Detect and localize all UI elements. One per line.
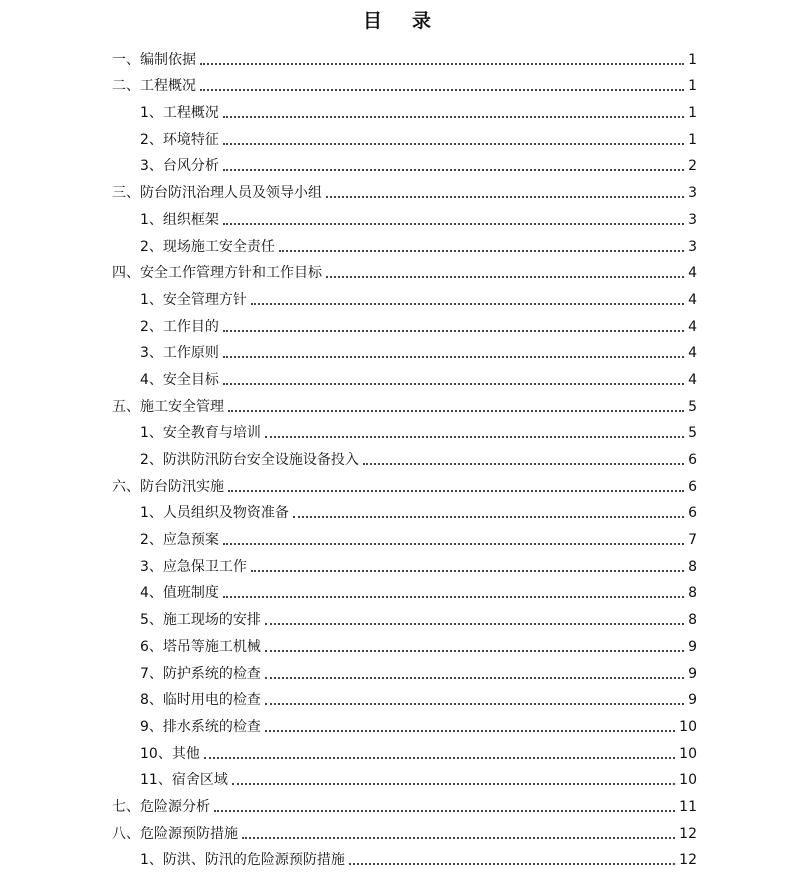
toc-entry-label: 四、安全工作管理方针和工作目标: [112, 265, 322, 282]
toc-entry[interactable]: [0, 336, 794, 363]
toc-title-char-2: 录: [412, 10, 432, 32]
toc-entry-label: 1、人员组织及物资准备: [140, 505, 289, 522]
toc-dot-leader: [223, 383, 684, 385]
toc-entry-page-number: 4: [688, 318, 697, 335]
toc-dot-leader: [223, 596, 684, 598]
toc-entry-page-number: 4: [688, 265, 697, 282]
toc-entry-label: 二、工程概况: [112, 78, 196, 95]
toc-entry-page-number: 6: [688, 478, 697, 495]
toc-entry-page-number: 8: [688, 558, 697, 575]
toc-dot-leader: [223, 330, 684, 332]
toc-entry-label: 6、塔吊等施工机械: [140, 638, 261, 655]
toc-entry[interactable]: [0, 256, 794, 283]
toc-dot-leader: [326, 196, 684, 198]
toc-entry[interactable]: [0, 42, 794, 69]
toc-entry[interactable]: [0, 709, 794, 736]
toc-dot-leader: [279, 250, 684, 252]
toc-entry-page-number: 1: [688, 51, 697, 68]
toc-entry-page-number: 12: [679, 825, 697, 842]
toc-entry[interactable]: [0, 763, 794, 790]
toc-dot-leader: [200, 89, 684, 91]
toc-entry[interactable]: [0, 95, 794, 122]
toc-entry-label: 7、防护系统的检查: [140, 665, 261, 682]
toc-dot-leader: [265, 703, 684, 705]
toc-entry-label: 1、防洪、防汛的危险源预防措施: [140, 852, 345, 869]
toc-entry-label: 10、其他: [140, 745, 200, 762]
toc-entry[interactable]: [0, 229, 794, 256]
toc-entry-page-number: 5: [688, 425, 697, 442]
toc-dot-leader: [223, 543, 684, 545]
toc-entry[interactable]: [0, 816, 794, 843]
toc-entry-label: 一、编制依据: [112, 51, 196, 68]
toc-entry[interactable]: [0, 789, 794, 816]
toc-entry[interactable]: [0, 656, 794, 683]
toc-dot-leader: [251, 570, 684, 572]
toc-entry-page-number: 11: [679, 798, 697, 815]
toc-dot-leader: [232, 783, 675, 785]
toc-entry-label: 七、危险源分析: [112, 798, 210, 815]
toc-entry-label: 1、工程概况: [140, 105, 219, 122]
toc-dot-leader: [223, 223, 684, 225]
toc-entry-page-number: 9: [688, 692, 697, 709]
toc-entry-label: 2、现场施工安全责任: [140, 238, 275, 255]
toc-dot-leader: [223, 169, 684, 171]
toc-entry-page-number: 3: [688, 211, 697, 228]
toc-entry-label: 3、应急保卫工作: [140, 558, 247, 575]
toc-dot-leader: [251, 303, 684, 305]
toc-entry[interactable]: [0, 469, 794, 496]
toc-dot-leader: [265, 650, 684, 652]
toc-entry[interactable]: [0, 496, 794, 523]
toc-entry[interactable]: [0, 522, 794, 549]
toc-entry[interactable]: [0, 122, 794, 149]
toc-entry-page-number: 8: [688, 585, 697, 602]
toc-dot-leader: [200, 63, 684, 65]
toc-entry[interactable]: [0, 576, 794, 603]
toc-entry-page-number: 10: [679, 772, 697, 789]
toc-dot-leader: [214, 810, 675, 812]
toc-dot-leader: [265, 677, 684, 679]
toc-entry[interactable]: [0, 149, 794, 176]
toc-entry-label: 2、应急预案: [140, 532, 219, 549]
toc-entry-page-number: 1: [688, 131, 697, 148]
toc-entry-label: 5、施工现场的安排: [140, 612, 261, 629]
toc-entry-label: 9、排水系统的检查: [140, 718, 261, 735]
toc-entry-label: 2、环境特征: [140, 131, 219, 148]
toc-dot-leader: [349, 863, 675, 865]
toc-entry[interactable]: [0, 629, 794, 656]
toc-entry-page-number: 4: [688, 345, 697, 362]
toc-entry-label: 六、防台防汛实施: [112, 478, 224, 495]
toc-dot-leader: [326, 276, 684, 278]
toc-entry-page-number: 10: [679, 745, 697, 762]
toc-entry[interactable]: [0, 843, 794, 870]
toc-entry-label: 2、工作目的: [140, 318, 219, 335]
toc-dot-leader: [223, 116, 684, 118]
toc-entry-page-number: 6: [688, 452, 697, 468]
toc-entry-page-number: 5: [688, 398, 697, 415]
toc-entry-page-number: 9: [688, 665, 697, 682]
toc-entry[interactable]: [0, 602, 794, 629]
toc-entry-page-number: 6: [688, 505, 697, 522]
toc-title: [0, 6, 794, 33]
toc-dot-leader: [204, 757, 675, 759]
toc-entry-label: 4、值班制度: [140, 585, 219, 602]
toc-entry[interactable]: [0, 416, 794, 443]
toc-dot-leader: [265, 623, 684, 625]
toc-dot-leader: [223, 143, 684, 145]
toc-entry[interactable]: [0, 442, 794, 469]
toc-entry-label: 4、安全目标: [140, 371, 219, 388]
toc-dot-leader: [242, 837, 675, 839]
toc-entry-page-number: 4: [688, 291, 697, 308]
toc-dot-leader: [293, 516, 684, 518]
toc-entry-label: 1、安全管理方针: [140, 291, 247, 308]
toc-entry-label: 三、防台防汛治理人员及领导小组: [112, 185, 322, 202]
toc-title-char-1: 目: [362, 10, 382, 32]
toc-entry-page-number: 1: [688, 78, 697, 95]
toc-entry-label: 2、防洪防汛防台安全设施设备投入: [140, 452, 359, 468]
toc-entry[interactable]: [0, 309, 794, 336]
toc-entry[interactable]: [0, 683, 794, 710]
toc-entry-page-number: 2: [688, 158, 697, 175]
toc-entry-page-number: 12: [679, 852, 697, 869]
toc-entry-page-number: 3: [688, 238, 697, 255]
toc-dot-leader: [363, 463, 684, 465]
toc-entry-label: 3、工作原则: [140, 345, 219, 362]
toc-entry[interactable]: [0, 202, 794, 229]
toc-entry[interactable]: [0, 282, 794, 309]
toc-entry-label: 五、施工安全管理: [112, 398, 224, 415]
toc-entry[interactable]: [0, 175, 794, 202]
toc-dot-leader: [228, 490, 684, 492]
toc-entry-page-number: 3: [688, 185, 697, 202]
toc-dot-leader: [265, 730, 675, 732]
toc-entry[interactable]: [0, 389, 794, 416]
toc-entry[interactable]: [0, 362, 794, 389]
toc-entry-page-number: 1: [688, 105, 697, 122]
toc-entry-page-number: 8: [688, 612, 697, 629]
toc-entry-label: 1、组织框架: [140, 211, 219, 228]
toc-entry-page-number: 4: [688, 371, 697, 388]
toc-entry[interactable]: [0, 549, 794, 576]
toc-entry-label: 8、临时用电的检查: [140, 692, 261, 709]
table-of-contents: [0, 42, 794, 869]
toc-entry-label: 八、危险源预防措施: [112, 825, 238, 842]
toc-entry-label: 11、宿舍区域: [140, 772, 228, 789]
toc-entry[interactable]: [0, 736, 794, 763]
toc-dot-leader: [228, 410, 684, 412]
toc-entry-page-number: 7: [688, 532, 697, 549]
toc-entry-page-number: 9: [688, 638, 697, 655]
toc-entry-label: 1、安全教育与培训: [140, 425, 261, 442]
toc-entry-page-number: 10: [679, 718, 697, 735]
toc-entry-label: 3、台风分析: [140, 158, 219, 175]
toc-entry[interactable]: [0, 69, 794, 96]
toc-dot-leader: [265, 436, 684, 438]
toc-dot-leader: [223, 356, 684, 358]
